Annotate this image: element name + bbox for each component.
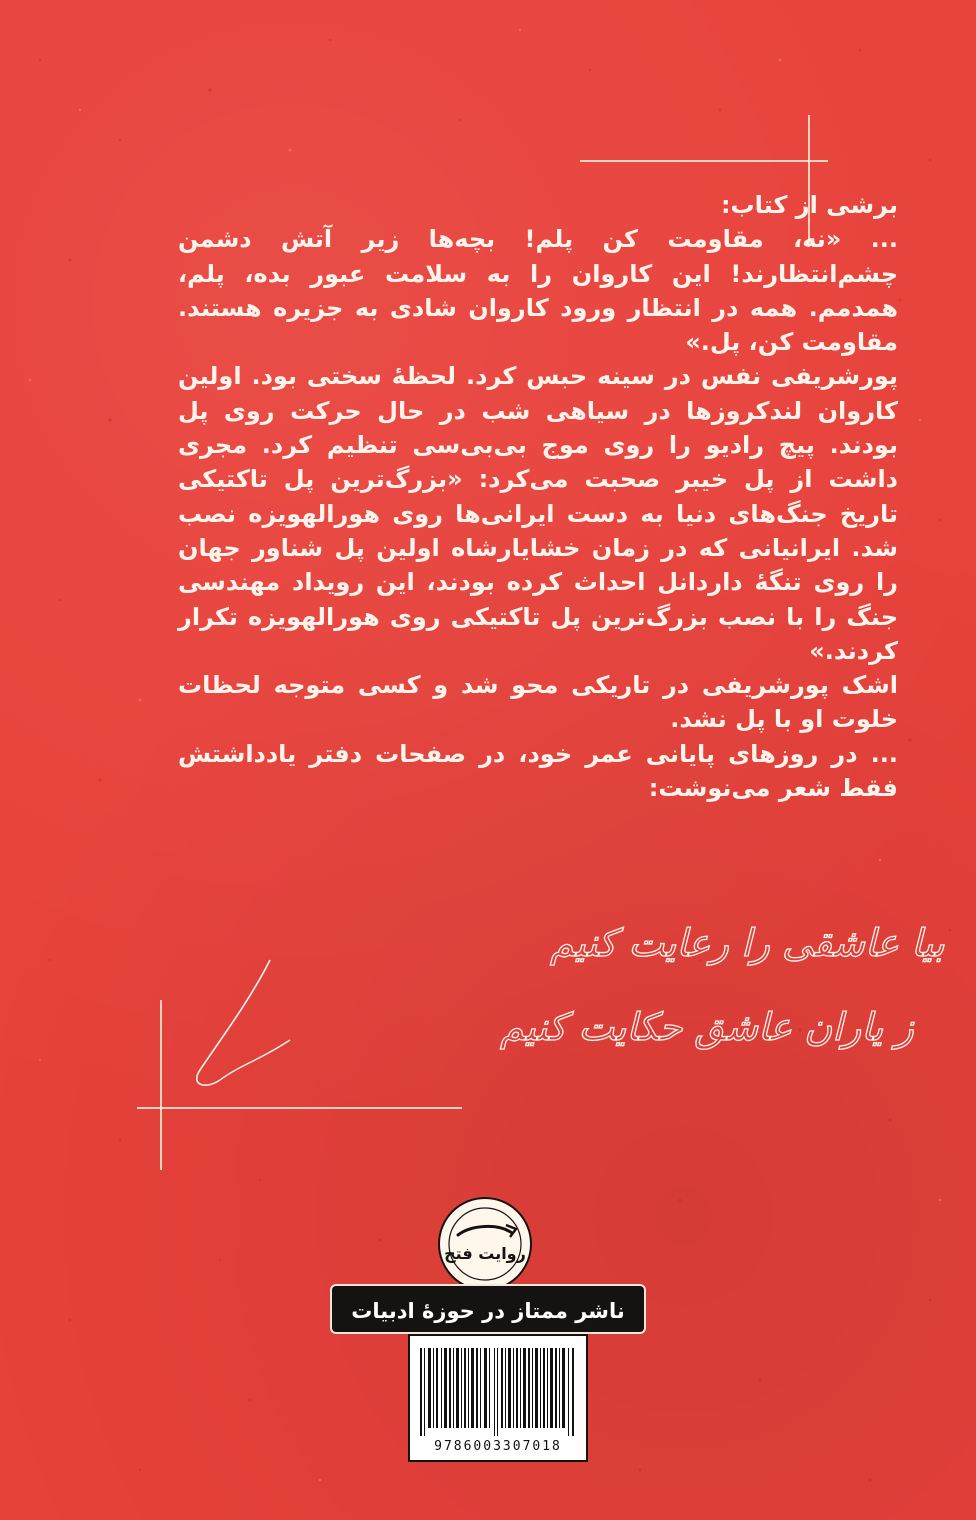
book-excerpt: [178, 188, 898, 805]
poem-line-2: ز یاران عاشق حکایت کنیم: [500, 1005, 914, 1049]
excerpt-paragraph: ... «نه، مقاومت کن پلم! بچه‌ها زیر آتش دشمن چشم‌انتظارند! این کاروان را به سلامت عبور بده، پلم، همدمم. همه در انتظار ورود کاروان شادی به جزیره هستند. مقاومت کن، پل.»: [178, 225, 898, 357]
publisher-logo-icon: [436, 1195, 534, 1293]
signature-flourish-tail: [220, 1040, 290, 1080]
publisher-banner: ناشر ممتاز در حوزهٔ ادبیات: [330, 1284, 646, 1334]
excerpt-heading: برشی از کتاب:: [720, 191, 898, 219]
excerpt-paragraph: اشک پورشریفی در تاریکی محو شد و کسی متوجه لحظات خلوت او با پل نشد.: [178, 671, 898, 734]
barcode-bars: [418, 1348, 578, 1436]
handwritten-poem: [160, 890, 945, 1110]
excerpt-paragraph: ... در روزهای پایانی عمر خود، در صفحات دفتر یادداشتش فقط شعر می‌نوشت:: [178, 739, 898, 803]
frame-line-top: [580, 160, 828, 162]
poem-line-1: بیا عاشقی را رعایت کنیم: [550, 921, 945, 965]
isbn-number: 9786003307018: [434, 1439, 562, 1454]
emblem-text: روایت فتح: [444, 1244, 526, 1263]
isbn-barcode: [408, 1334, 588, 1462]
excerpt-paragraph: پورشریفی نفس در سینه حبس کرد. لحظهٔ سختی بود. اولین کاروان لندکروزها در سیاهی شب در حال حرکت روی پل بودند. پیچ رادیو را روی موج بی‌بی‌سی تنظیم کرد. مجری داشت از پل خیبر صحبت می‌کرد: «بزرگ‌ترین پل تاکتیکی تاریخ جنگ‌های دنیا به دست ایرانی‌ها روی هورالهویزه نصب شد. ایرانیانی که در زمان خشایارشاه اولین پل شناور جهان را روی تنگهٔ داردانل احداث کرده بودند، این رویداد مهندسی جنگ را با نصب بزرگ‌ترین پل تاکتیکی روی هورالهویزه تکرار کردند.»: [178, 362, 898, 665]
signature-flourish: [197, 960, 270, 1085]
